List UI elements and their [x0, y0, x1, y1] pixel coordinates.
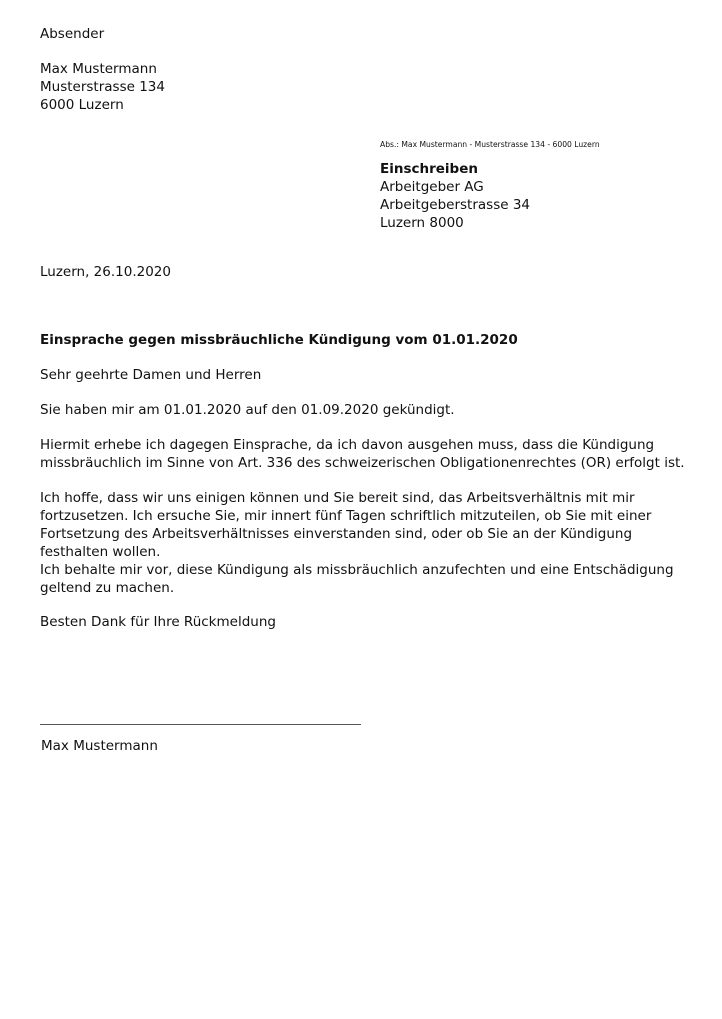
- sender-city: 6000 Luzern: [40, 97, 124, 113]
- letter-date: Luzern, 26.10.2020: [40, 264, 171, 280]
- delivery-method: Einschreiben: [380, 161, 478, 177]
- sender-address: [40, 60, 165, 114]
- recipient-company: Arbeitgeber AG: [380, 179, 484, 195]
- letter-subject: Einsprache gegen missbräuchliche Kündigung vom 01.01.2020: [40, 332, 518, 348]
- signature-line: [40, 724, 361, 725]
- recipient-city: Luzern 8000: [380, 215, 464, 231]
- recipient-street: Arbeitgeberstrasse 34: [380, 197, 530, 213]
- return-address-line: Abs.: Max Mustermann - Musterstrasse 134 - 6000 Luzern: [380, 140, 600, 149]
- body-paragraph-1: Sie haben mir am 01.01.2020 auf den 01.09.2020 gekündigt.: [40, 402, 455, 418]
- sender-label: Absender: [40, 26, 105, 42]
- greeting: Sehr geehrte Damen und Herren: [40, 367, 262, 383]
- sender-street: Musterstrasse 134: [40, 79, 165, 95]
- closing: Besten Dank für Ihre Rückmeldung: [40, 614, 276, 630]
- body-paragraph-2: Hiermit erhebe ich dagegen Einsprache, da ich davon ausgehen muss, dass die Kündigung missbräuchlich im Sinne von Art. 336 des schweizerischen Obligationenrechtes (OR) erfolgt ist.: [40, 437, 685, 471]
- signature-name: Max Mustermann: [41, 738, 158, 754]
- body-paragraph-3: Ich hoffe, dass wir uns einigen können und Sie bereit sind, das Arbeitsverhältnis mit mir fortzusetzen. Ich ersuche Sie, mir innert fünf Tagen schriftlich mitzuteilen, ob Sie mit einer Fortsetzung des Arbeitsverhältnisses einverstanden sind, oder ob Sie an der Kündigung festhalten wollen.: [40, 490, 652, 560]
- recipient-address: [380, 160, 530, 232]
- body-paragraph-4: Ich behalte mir vor, diese Kündigung als missbräuchlich anzufechten und eine Entschädigung geltend zu machen.: [40, 562, 674, 596]
- sender-name: Max Mustermann: [40, 61, 157, 77]
